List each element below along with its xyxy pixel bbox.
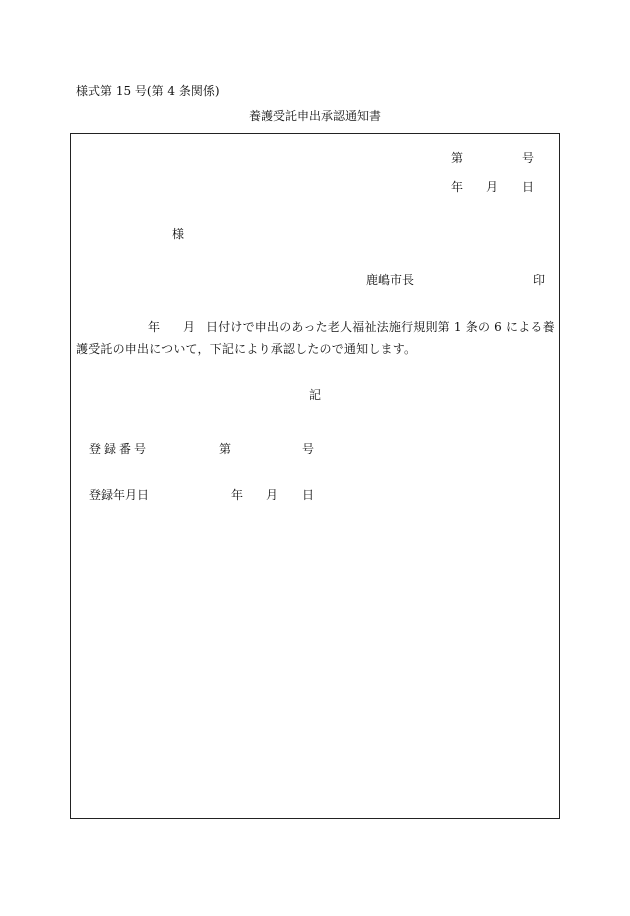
body-month: 月 [183, 320, 196, 334]
registration-number-go: 号 [302, 442, 315, 456]
notice-date-year: 年 [451, 180, 464, 194]
registration-date-day: 日 [302, 488, 315, 502]
registration-date-year: 年 [231, 488, 244, 502]
addressee-honorific: 様 [172, 227, 185, 241]
registration-number-dai: 第 [219, 442, 232, 456]
notice-number-go: 号 [522, 151, 535, 165]
body-year: 年 [148, 320, 161, 334]
body-text-line1: 日付けで申出のあった老人福祉法施行規則第 1 条の 6 による養 [206, 320, 555, 334]
body-text-line2: 護受託の申出について，下記により承認したので通知します。 [76, 342, 417, 356]
issuer-seal: 印 [533, 273, 546, 287]
ki-heading: 記 [308, 388, 321, 402]
notice-date-month: 月 [486, 180, 499, 194]
registration-date-month: 月 [266, 488, 279, 502]
notice-date-day: 日 [522, 180, 535, 194]
form-frame [70, 133, 560, 819]
registration-number-label: 登録番号 [89, 442, 150, 456]
form-number: 様式第 15 号(第 4 条関係) [76, 84, 220, 98]
notice-number-dai: 第 [451, 151, 464, 165]
document-title: 養護受託申出承認通知書 [248, 109, 381, 123]
issuer-name: 鹿嶋市長 [366, 273, 415, 287]
registration-date-label: 登録年月日 [89, 488, 150, 502]
